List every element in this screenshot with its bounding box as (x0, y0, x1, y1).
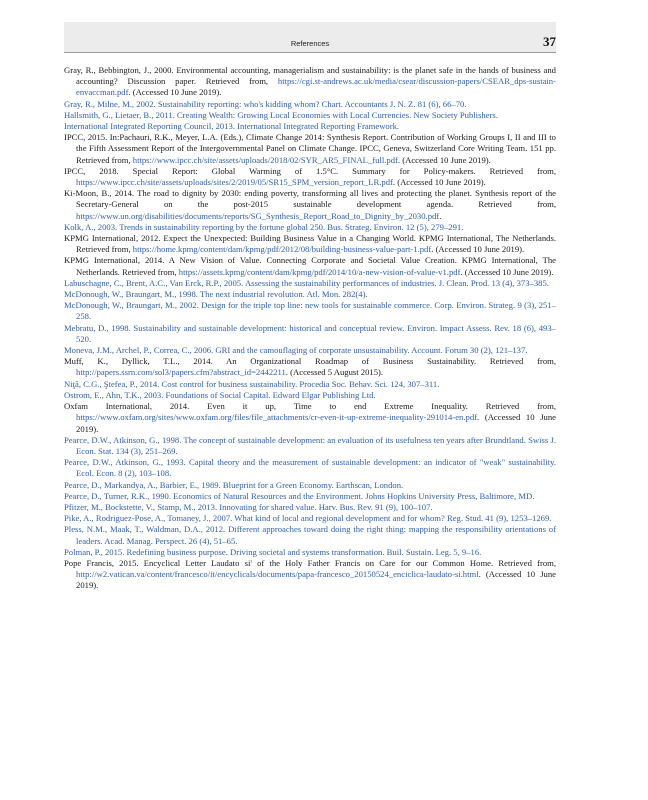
reference-text: Kolk, A., 2003. Trends in sustainability reporting by the fortune global 250. Bus. Strateg. Environ. 12 (5), 279–291. (64, 221, 464, 232)
reference-text: Gray, R., Milne, M., 2002. Sustainability reporting: who's kidding whom? Chart. Accountants J. N. Z. 81 (6), 66–70. (64, 98, 467, 109)
reference-entry (64, 356, 556, 378)
reference-text: Moneva, J.M., Archel, P., Correa, C., 2006. GRI and the camouflaging of corporate unsustainability. Account. Forum 30 (2), 121–137. (64, 345, 528, 356)
reference-access-note: . (439, 210, 442, 221)
reference-url-link[interactable]: http://papers.ssrn.com/sol3/papers.cfm?abstract_id=2442211 (76, 367, 286, 378)
running-title: References (290, 39, 330, 48)
reference-access-note: . (Accessed 10 June 2019). (460, 266, 554, 277)
reference-text: Oxfam International, 2014. Even it up, Time to end Extreme Inequality. Retrieved from, (64, 401, 556, 412)
reference-entry[interactable] (64, 513, 556, 524)
reference-access-note: . (Accessed 10 June 2019). (128, 87, 222, 98)
reference-text: KPMG International, 2014. A New Vision of Value. Connecting Corporate and Societal Value Creation. KPMG International, The Netherlands. Retrieved from, (64, 255, 556, 277)
reference-text: Pless, N.M., Maak, T., Waldman, D.A., 2012. Different approaches toward doing the right thing: mapping the responsibility orientations of leaders. Acad. Manag. Perspect. 26 (4), 51–65. (64, 524, 556, 546)
reference-access-note: . (Accessed 10 June 2019). (397, 154, 491, 165)
reference-list (64, 65, 556, 592)
reference-text: International Integrated Reporting Council, 2013. International Integrated Reporting Framework. (64, 121, 400, 132)
reference-text: Muff, K., Dyllick, T.L., 2014. An Organizational Roadmap of Business Sustainability. Retrieved from, (64, 356, 556, 367)
reference-entry[interactable] (64, 379, 556, 390)
reference-entry[interactable] (64, 99, 556, 110)
reference-url-link[interactable]: https://cgi.st-andrews.ac.uk/media/csear/discussion-papers/CSEAR_dps-sustain-envaccman.pdf (76, 76, 556, 98)
reference-access-note: . (Accessed 10 June 2019). (76, 569, 556, 591)
reference-url-link[interactable]: https://www.ipcc.ch/site/assets/uploads/sites/2/2019/05/SR15_SPM_version_report_LR.pdf (76, 177, 393, 188)
reference-entry (64, 188, 556, 222)
reference-text: Pearce, D.W., Atkinson, G., 1993. Capital theory and the measurement of sustainable development: an indicator of "weak" sustainability. Ecol. Econ. 8 (2), 103–108. (64, 457, 556, 479)
reference-text: IPCC, 2015. In:Pachauri, R.K., Meyer, L.A. (Eds.), Climate Change 2014: Synthesis Report. Contribution of Working Groups I, II and III to the Fifth Assessment Report of the Intergovernmental Panel on Climate Change. IPCC, Geneva, Switzerland Core Writing Team. 151 pp. Retrieved from, (64, 132, 556, 165)
reference-text: Pike, A., Rodriguez-Pose, A., Tomaney, J., 2007. What kind of local and regional development and for whom? Reg. Stud. 41 (9), 1253–1269. (64, 513, 552, 524)
reference-text: McDonough, W., Braungart, M., 2002. Design for the triple top line: new tools for sustainable commerce. Corp. Environ. Strateg. 9 (3), 251–258. (64, 300, 556, 322)
reference-text: Polman, P., 2015. Redefining business purpose. Driving societal and systems transformation. Buil. Sustain. Leg. 5, 9–16. (64, 546, 482, 557)
reference-entry[interactable] (64, 480, 556, 491)
reference-text: Gray, R., Bebbington, J., 2000. Environmental accounting, managerialism and sustainability: is the planet safe in the hands of business and accounting? Discussion paper. Retrieved from, (64, 65, 556, 87)
reference-text: Pearce, D., Turner, R.K., 1990. Economics of Natural Resources and the Environment. Johns Hopkins University Press, Baltimore, MD. (64, 490, 535, 501)
reference-text: Pearce, D.W., Atkinson, G., 1998. The concept of sustainable development: an evaluation of its usefulness ten years after Brundtland. Swiss J. Econ. Stat. 134 (3), 251–269. (64, 434, 556, 456)
reference-access-note: . (Accessed 10 June 2019). (392, 177, 486, 188)
reference-entry[interactable] (64, 502, 556, 513)
reference-text: Mebratu, D., 1998. Sustainability and sustainable development: historical and conceptual review. Environ. Impact Assess. Rev. 18 (6), 493–520. (64, 322, 556, 344)
reference-url-link[interactable]: https://home.kpmg/content/dam/kpmg/pdf/2012/08/building-business-value-part-1.pdf (132, 244, 432, 255)
reference-entry[interactable] (64, 300, 556, 322)
reference-entry[interactable] (64, 491, 556, 502)
reference-text: Labuschagne, C., Brent, A.C., Van Erck, R.P., 2005. Assessing the sustainability performances of industries. J. Clean. Prod. 13 (4), 373–385. (64, 277, 549, 288)
reference-entry[interactable] (64, 222, 556, 233)
reference-entry (64, 401, 556, 435)
reference-entry[interactable] (64, 289, 556, 300)
reference-entry (64, 132, 556, 166)
reference-entry[interactable] (64, 435, 556, 457)
reference-text: Pearce, D., Markandya, A., Barbier, E., 1989. Blueprint for a Green Economy. Earthscan, London. (64, 479, 404, 490)
reference-entry (64, 65, 556, 99)
reference-url-link[interactable]: https://www.ipcc.ch/site/assets/uploads/2018/02/SYR_AR5_FINAL_full.pdf (132, 154, 398, 165)
reference-text: Ki-Moon, B., 2014. The road to dignity by 2030: ending poverty, transforming all lives and protecting the planet. Synthesis report of the Secretary-General on the post-2015 sustainable development agenda. Retrieved from, (64, 188, 556, 210)
reference-entry (64, 255, 556, 277)
reference-access-note: . (Accessed 5 August 2015). (285, 367, 384, 378)
reference-text: Hallsmith, G., Lietaer, B., 2011. Creating Wealth: Growing Local Economies with Local Currencies. New Society Publishers. (64, 109, 498, 120)
reference-text: Ostrom, E., Ahn, T.K., 2003. Foundations of Social Capital. Edward Elgar Publishing Ltd. (64, 389, 376, 400)
reference-text: KPMG International, 2012. Expect the Unexpected: Building Business Value in a Changing World. KPMG International, The Netherlands. Retrieved from, (64, 233, 556, 255)
reference-access-note: . (Accessed 10 June 2019). (76, 412, 556, 434)
reference-url-link[interactable]: https://assets.kpmg/content/dam/kpmg/pdf/2014/10/a-new-vision-of-value-v1.pdf (178, 266, 461, 277)
reference-text: IPCC, 2018. Special Report: Global Warming of 1.5°C. Summary for Policy-makers. Retrieved from, (64, 165, 556, 176)
reference-access-note: . (Accessed 10 June 2019). (431, 244, 525, 255)
page-number: 37 (543, 34, 556, 49)
reference-text: Pope Francis, 2015. Encyclical Letter Laudato si' of the Holy Father Francis on Care for our Common Home. Retrieved from, (64, 557, 556, 568)
reference-text: Niţă, C.G., Ştefea, P., 2014. Cost control for business sustainability. Procedia Soc. Behav. Sci. 124, 307–311. (64, 378, 440, 389)
reference-entry[interactable] (64, 121, 556, 132)
reference-entry[interactable] (64, 547, 556, 558)
reference-url-link[interactable]: https://www.un.org/disabilities/documents/reports/SG_Synthesis_Report_Road_to_Dignity_by_2030.pdf (76, 210, 440, 221)
reference-entry (64, 558, 556, 592)
reference-entry (64, 233, 556, 255)
reference-text: Pfitzer, M., Bockstette, V., Stamp, M., 2013. Innovating for shared value. Harv. Bus. Rev. 91 (9), 100–107. (64, 501, 433, 512)
reference-url-link[interactable]: https://www.oxfam.org/sites/www.oxfam.org/files/file_attachments/cr-even-it-up-extreme-inequality-291014-en.pdf (76, 412, 478, 423)
reference-entry (64, 166, 556, 188)
reference-text: McDonough, W., Braungart, M., 1998. The next industrial revolution. Atl. Mon. 282(4). (64, 289, 368, 300)
reference-url-link[interactable]: http://w2.vatican.va/content/francesco/it/encyclicals/documents/papa-francesco_20150524_enciclica-laudato-si.html (76, 569, 479, 580)
reference-entry[interactable] (64, 524, 556, 546)
reference-entry[interactable] (64, 110, 556, 121)
reference-entry[interactable] (64, 278, 556, 289)
running-header (64, 22, 556, 53)
reference-entry[interactable] (64, 457, 556, 479)
reference-entry[interactable] (64, 345, 556, 356)
reference-entry[interactable] (64, 390, 556, 401)
reference-entry[interactable] (64, 323, 556, 345)
